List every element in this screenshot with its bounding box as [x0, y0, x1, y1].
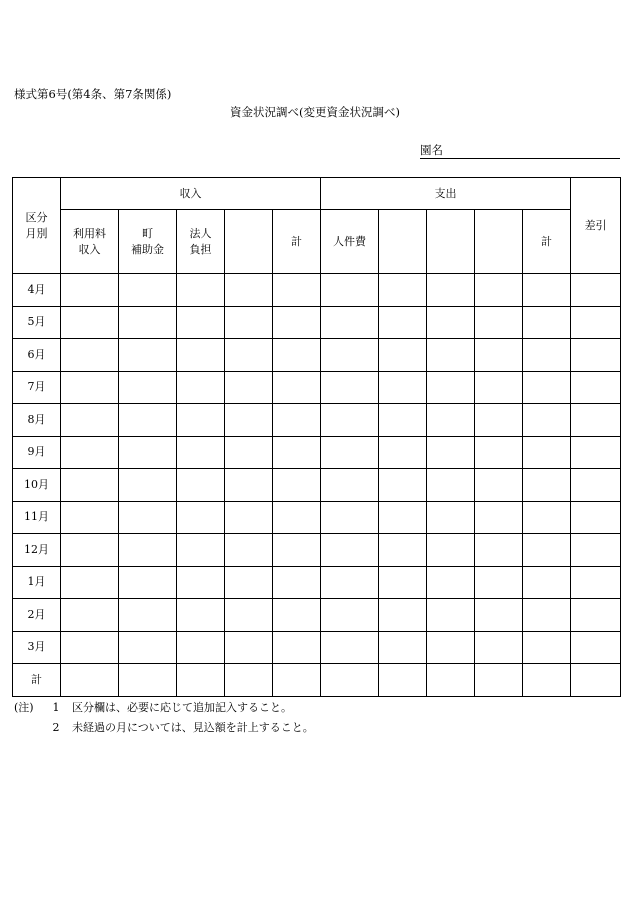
table-cell[interactable] — [177, 404, 225, 437]
table-cell[interactable] — [321, 599, 379, 632]
table-cell[interactable] — [523, 664, 571, 697]
notes — [14, 698, 314, 738]
table-cell[interactable] — [475, 274, 523, 307]
expense-column-label: 計 — [541, 234, 553, 248]
table-cell[interactable] — [61, 436, 119, 469]
row-label: 11月 — [13, 501, 61, 534]
table-cell[interactable] — [321, 274, 379, 307]
row-label: 4月 — [13, 274, 61, 307]
table-cell[interactable] — [273, 599, 321, 632]
table-cell[interactable] — [571, 371, 621, 404]
table-cell[interactable] — [523, 631, 571, 664]
row-label: 10月 — [13, 469, 61, 502]
row-label: 8月 — [13, 404, 61, 437]
table-cell[interactable] — [321, 501, 379, 534]
row-label: 5月 — [13, 306, 61, 339]
table-cell[interactable] — [273, 339, 321, 372]
table-cell[interactable] — [61, 274, 119, 307]
table-cell[interactable] — [225, 664, 273, 697]
table-cell[interactable] — [273, 306, 321, 339]
title-text: 資金状況調べ(変更資金状況調べ) — [230, 105, 400, 119]
table-cell[interactable] — [321, 404, 379, 437]
table-cell[interactable] — [523, 501, 571, 534]
income-column-header — [177, 210, 225, 274]
table-cell[interactable] — [177, 371, 225, 404]
table-cell[interactable] — [321, 664, 379, 697]
table-cell[interactable] — [379, 371, 427, 404]
table-cell[interactable] — [427, 631, 475, 664]
table-cell[interactable] — [119, 371, 177, 404]
table-cell[interactable] — [119, 436, 177, 469]
table-cell[interactable] — [61, 599, 119, 632]
table-row — [13, 566, 621, 599]
table-cell[interactable] — [61, 566, 119, 599]
table-cell[interactable] — [119, 664, 177, 697]
table-cell[interactable] — [273, 404, 321, 437]
table-cell[interactable] — [321, 534, 379, 567]
table-row — [13, 404, 621, 437]
table-cell[interactable] — [475, 339, 523, 372]
note-text: 区分欄は、必要に応じて追加記入すること。 — [72, 701, 292, 714]
table-cell[interactable] — [523, 274, 571, 307]
table-cell[interactable] — [571, 631, 621, 664]
table-cell[interactable] — [321, 469, 379, 502]
note-item — [14, 698, 314, 718]
table-cell[interactable] — [427, 599, 475, 632]
expense-header: 支出 — [321, 178, 571, 210]
table-cell[interactable] — [273, 436, 321, 469]
table-cell[interactable] — [177, 501, 225, 534]
income-column-label: 補助金 — [131, 242, 164, 256]
table-cell[interactable] — [523, 469, 571, 502]
table-cell[interactable] — [119, 274, 177, 307]
income-column-header — [273, 210, 321, 274]
table-cell[interactable] — [379, 469, 427, 502]
table-cell[interactable] — [379, 274, 427, 307]
table-cell[interactable] — [321, 631, 379, 664]
income-column-header — [119, 210, 177, 274]
expense-column-header — [427, 210, 475, 274]
table-cell[interactable] — [475, 631, 523, 664]
table-cell[interactable] — [225, 339, 273, 372]
table-cell[interactable] — [177, 339, 225, 372]
table-cell[interactable] — [571, 534, 621, 567]
table-row — [13, 371, 621, 404]
table-row — [13, 274, 621, 307]
table-cell[interactable] — [571, 274, 621, 307]
table-cell[interactable] — [119, 566, 177, 599]
expense-column-label: 人件費 — [333, 234, 367, 248]
table-cell[interactable] — [523, 404, 571, 437]
row-label: 2月 — [13, 599, 61, 632]
income-header: 収入 — [61, 178, 321, 210]
table-cell[interactable] — [61, 534, 119, 567]
table-cell[interactable] — [119, 339, 177, 372]
table-row — [13, 534, 621, 567]
table-cell[interactable] — [427, 339, 475, 372]
note-number: 2 — [52, 721, 60, 734]
table-cell[interactable] — [571, 501, 621, 534]
table-cell[interactable] — [379, 501, 427, 534]
table-cell[interactable] — [225, 274, 273, 307]
table-cell[interactable] — [379, 631, 427, 664]
table-cell[interactable] — [119, 469, 177, 502]
table-cell[interactable] — [523, 436, 571, 469]
table-cell[interactable] — [427, 436, 475, 469]
table-cell[interactable] — [523, 534, 571, 567]
note-number: 1 — [52, 701, 60, 714]
table-cell[interactable] — [177, 469, 225, 502]
row-label: 7月 — [13, 371, 61, 404]
table-cell[interactable] — [225, 631, 273, 664]
table-cell[interactable] — [321, 339, 379, 372]
note-text: 未経過の月については、見込額を計上すること。 — [72, 721, 314, 734]
income-column-header — [225, 210, 273, 274]
table-cell[interactable] — [475, 566, 523, 599]
table-cell[interactable] — [225, 501, 273, 534]
table-cell[interactable] — [571, 339, 621, 372]
table-cell[interactable] — [273, 631, 321, 664]
table-cell[interactable] — [523, 371, 571, 404]
table-cell[interactable] — [119, 631, 177, 664]
table-cell[interactable] — [321, 306, 379, 339]
table-cell[interactable] — [427, 534, 475, 567]
income-column-label: 法人 — [189, 226, 212, 240]
table-cell[interactable] — [273, 664, 321, 697]
table-row — [13, 469, 621, 502]
row-label: 3月 — [13, 631, 61, 664]
table-cell[interactable] — [321, 371, 379, 404]
table-cell[interactable] — [225, 566, 273, 599]
table-cell[interactable] — [475, 469, 523, 502]
table-cell[interactable] — [273, 501, 321, 534]
table-cell[interactable] — [523, 339, 571, 372]
table-cell[interactable] — [475, 599, 523, 632]
table-cell[interactable] — [61, 371, 119, 404]
table-cell[interactable] — [571, 664, 621, 697]
table-cell[interactable] — [225, 371, 273, 404]
table-cell[interactable] — [119, 501, 177, 534]
row-label: 12月 — [13, 534, 61, 567]
expense-column-header — [321, 210, 379, 274]
income-column-header — [61, 210, 119, 274]
table-cell[interactable] — [61, 501, 119, 534]
table-cell[interactable] — [61, 631, 119, 664]
table-cell[interactable] — [273, 566, 321, 599]
table-cell[interactable] — [523, 599, 571, 632]
table-cell[interactable] — [177, 534, 225, 567]
table-cell[interactable] — [177, 306, 225, 339]
table-cell[interactable] — [379, 664, 427, 697]
table-cell[interactable] — [475, 436, 523, 469]
note-item — [14, 718, 314, 738]
income-column-label: 町 — [142, 226, 153, 240]
table-cell[interactable] — [177, 664, 225, 697]
table-row — [13, 436, 621, 469]
table-cell[interactable] — [571, 469, 621, 502]
form-number: 様式第6号(第4条、第7条関係) — [14, 87, 172, 101]
difference-header: 差引 — [571, 178, 621, 274]
table-row — [13, 599, 621, 632]
table-cell[interactable] — [273, 469, 321, 502]
table-cell[interactable] — [225, 306, 273, 339]
table-row — [13, 339, 621, 372]
table-cell[interactable] — [523, 566, 571, 599]
row-label: 1月 — [13, 566, 61, 599]
expense-column-header — [475, 210, 523, 274]
table-cell[interactable] — [475, 534, 523, 567]
table-cell[interactable] — [61, 306, 119, 339]
table-cell[interactable] — [427, 501, 475, 534]
table-row — [13, 664, 621, 697]
table-cell[interactable] — [571, 404, 621, 437]
table-cell[interactable] — [61, 469, 119, 502]
income-column-label: 利用料 — [73, 226, 106, 240]
table-cell[interactable] — [427, 469, 475, 502]
table-cell[interactable] — [379, 404, 427, 437]
table-cell[interactable] — [61, 404, 119, 437]
table-cell[interactable] — [177, 631, 225, 664]
table-cell[interactable] — [119, 599, 177, 632]
garden-name-label: 園名 — [420, 143, 443, 157]
table-row — [13, 631, 621, 664]
row-label: 6月 — [13, 339, 61, 372]
table-cell[interactable] — [225, 404, 273, 437]
table-cell[interactable] — [225, 599, 273, 632]
table-cell[interactable] — [119, 534, 177, 567]
table-cell[interactable] — [225, 436, 273, 469]
garden-name-field[interactable] — [420, 142, 620, 159]
table-cell[interactable] — [177, 599, 225, 632]
funds-status-table — [12, 177, 621, 697]
category-month-header — [13, 178, 61, 274]
table-cell[interactable] — [379, 566, 427, 599]
row-label: 9月 — [13, 436, 61, 469]
table-cell[interactable] — [177, 436, 225, 469]
table-cell[interactable] — [379, 436, 427, 469]
table-cell[interactable] — [571, 566, 621, 599]
table-cell[interactable] — [225, 469, 273, 502]
table-cell[interactable] — [475, 371, 523, 404]
table-cell[interactable] — [273, 371, 321, 404]
table-cell[interactable] — [427, 371, 475, 404]
income-column-label: 負担 — [189, 242, 212, 256]
table-cell[interactable] — [571, 436, 621, 469]
table-cell[interactable] — [177, 274, 225, 307]
category-label: 区分 — [25, 210, 48, 224]
table-cell[interactable] — [475, 501, 523, 534]
table-cell[interactable] — [119, 404, 177, 437]
month-label: 月別 — [25, 226, 48, 240]
table-cell[interactable] — [119, 306, 177, 339]
table-cell[interactable] — [427, 566, 475, 599]
table-cell[interactable] — [475, 404, 523, 437]
income-column-label: 計 — [291, 234, 303, 248]
page-title — [0, 104, 630, 120]
table-cell[interactable] — [523, 306, 571, 339]
table-cell[interactable] — [379, 599, 427, 632]
table-cell[interactable] — [427, 404, 475, 437]
note-label: (注) — [14, 701, 34, 714]
table-cell[interactable] — [61, 664, 119, 697]
table-cell[interactable] — [321, 436, 379, 469]
table-cell[interactable] — [571, 599, 621, 632]
table-cell[interactable] — [571, 306, 621, 339]
income-column-label: 収入 — [78, 242, 101, 256]
expense-column-header — [523, 210, 571, 274]
table-cell[interactable] — [379, 339, 427, 372]
table-cell[interactable] — [379, 306, 427, 339]
table-cell[interactable] — [379, 534, 427, 567]
table-cell[interactable] — [225, 534, 273, 567]
table-cell[interactable] — [61, 339, 119, 372]
table-cell[interactable] — [427, 274, 475, 307]
row-label: 計 — [13, 664, 61, 697]
table-cell[interactable] — [177, 566, 225, 599]
table-cell[interactable] — [475, 664, 523, 697]
table-cell[interactable] — [475, 306, 523, 339]
table-cell[interactable] — [273, 534, 321, 567]
table-row — [13, 306, 621, 339]
table-cell[interactable] — [427, 664, 475, 697]
table-cell[interactable] — [273, 274, 321, 307]
table-cell[interactable] — [321, 566, 379, 599]
table-row — [13, 501, 621, 534]
expense-column-header — [379, 210, 427, 274]
table-cell[interactable] — [427, 306, 475, 339]
